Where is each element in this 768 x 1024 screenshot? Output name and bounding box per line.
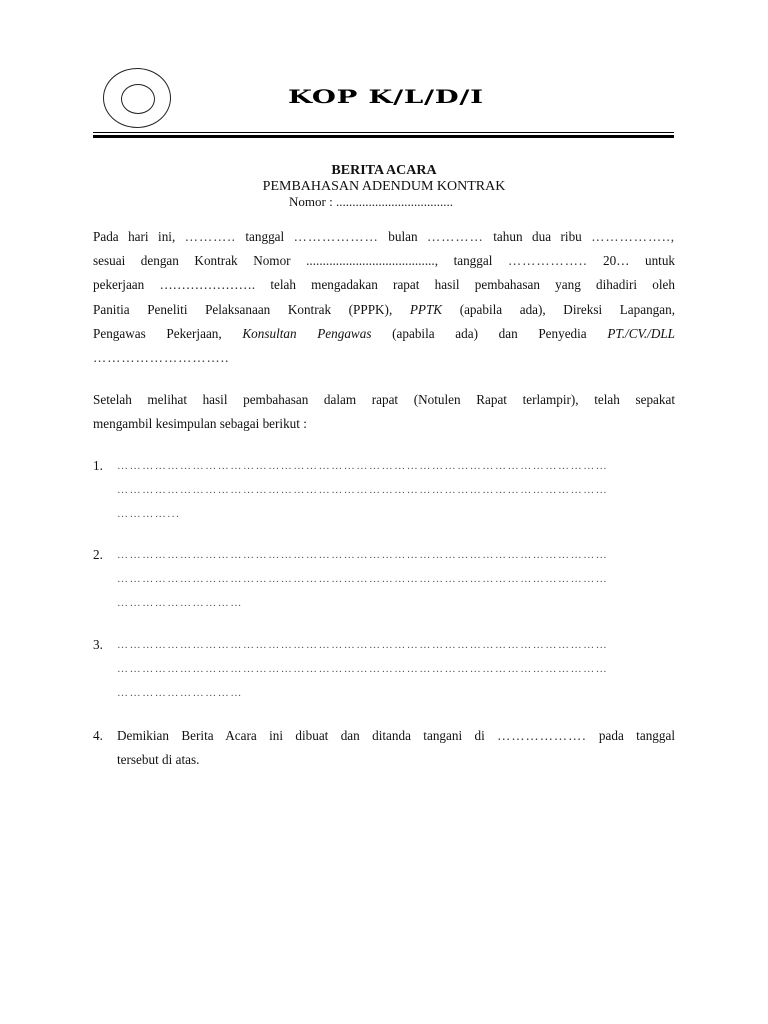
blank-contract-number: .......................................,	[306, 253, 438, 269]
list-number: 1.	[93, 458, 103, 473]
list-number: 4.	[93, 728, 103, 743]
paragraph1-line4	[93, 298, 675, 322]
letterhead-rule-thin	[93, 132, 674, 133]
text: sesuai dengan Kontrak Nomor	[93, 253, 291, 269]
list-body	[117, 724, 675, 772]
text: Pengawas Pekerjaan,	[93, 325, 222, 341]
text: (apabila ada) dan Penyedia	[392, 325, 587, 341]
text: pada tanggal	[598, 728, 676, 743]
blank-date: ………………	[293, 229, 379, 244]
blank-line: …………………………	[117, 687, 243, 700]
blank-line: ………………………………………………………………………………………………………	[117, 460, 609, 472]
text: telah mengadakan rapat hasil pembahasan yang dihadiri oleh	[270, 277, 675, 293]
blank-line: ………………………………………………………………………………………………………	[117, 549, 609, 561]
list-body	[117, 633, 675, 706]
text-italic: PPTK	[409, 301, 443, 317]
opening-paragraph	[93, 225, 675, 370]
blank-month: …………	[427, 229, 484, 244]
blank-place: ……………….	[497, 728, 587, 743]
document-subtitle: PEMBAHASAN ADENDUM KONTRAK	[262, 179, 506, 194]
document-number: Nomor : ....................................	[289, 194, 453, 209]
closing-line2: tersebut di atas.	[117, 752, 200, 768]
paragraph2-line1: Setelah melihat hasil pembahasan dalam rapat (Notulen Rapat terlampir), telah sepakat	[93, 392, 675, 407]
text-year: 20…	[603, 253, 630, 269]
blank-line: ………………………………………………………………………………………………………	[117, 639, 609, 651]
letterhead-title: KOP K/L/D/I	[288, 86, 484, 108]
blank-work-name: ………………….	[159, 277, 256, 293]
paragraph1-line2	[93, 249, 675, 273]
conclusion-intro-paragraph	[93, 388, 675, 436]
list-body	[117, 543, 675, 616]
text: tahun dua ribu	[493, 229, 582, 244]
text: Demikian Berita Acara ini dibuat dan ditanda tangani di	[117, 728, 485, 743]
document-title: BERITA ACARA	[331, 163, 437, 178]
text-italic: PT./CV./DLL	[607, 325, 676, 341]
closing-line1	[117, 724, 675, 748]
text: bulan	[388, 229, 418, 244]
circle-emblem-icon	[103, 68, 171, 128]
blank-line: ………………………………………………………………………………………………………	[117, 663, 609, 676]
text: pekerjaan	[93, 277, 145, 293]
letterhead-rule-thick	[93, 135, 674, 138]
text: Pada hari ini,	[93, 229, 176, 244]
emblem-inner-ring	[121, 84, 155, 114]
paragraph1-line1	[93, 225, 675, 249]
list-body	[117, 454, 675, 527]
blank-line: ………………………………………………………………………………………………………	[117, 484, 609, 497]
text: (apabila ada), Direksi Lapangan,	[459, 301, 676, 317]
blank-day: ………..	[184, 229, 236, 244]
blank-contract-date: ……………..	[507, 253, 588, 269]
paragraph2-line2: mengambil kesimpulan sebagai berikut :	[93, 416, 307, 432]
text: untuk	[644, 253, 676, 269]
blank-year: ……………..,	[591, 229, 676, 244]
paragraph1-line3	[93, 273, 675, 297]
list-number: 3.	[93, 637, 103, 652]
blank-line: ………………………………………………………………………………………………………	[117, 573, 609, 586]
text: tanggal	[453, 253, 493, 269]
text: Panitia Peneliti Pelaksanaan Kontrak (PPPK),	[93, 301, 393, 317]
paragraph1-line5	[93, 322, 675, 346]
blank-line: …………...	[117, 508, 181, 521]
blank-line: …………………………	[117, 597, 243, 610]
text: tanggal	[245, 229, 285, 244]
blank-provider-name: ………………………..	[93, 350, 230, 366]
text-italic: Konsultan Pengawas	[242, 325, 372, 341]
list-number: 2.	[93, 547, 103, 562]
